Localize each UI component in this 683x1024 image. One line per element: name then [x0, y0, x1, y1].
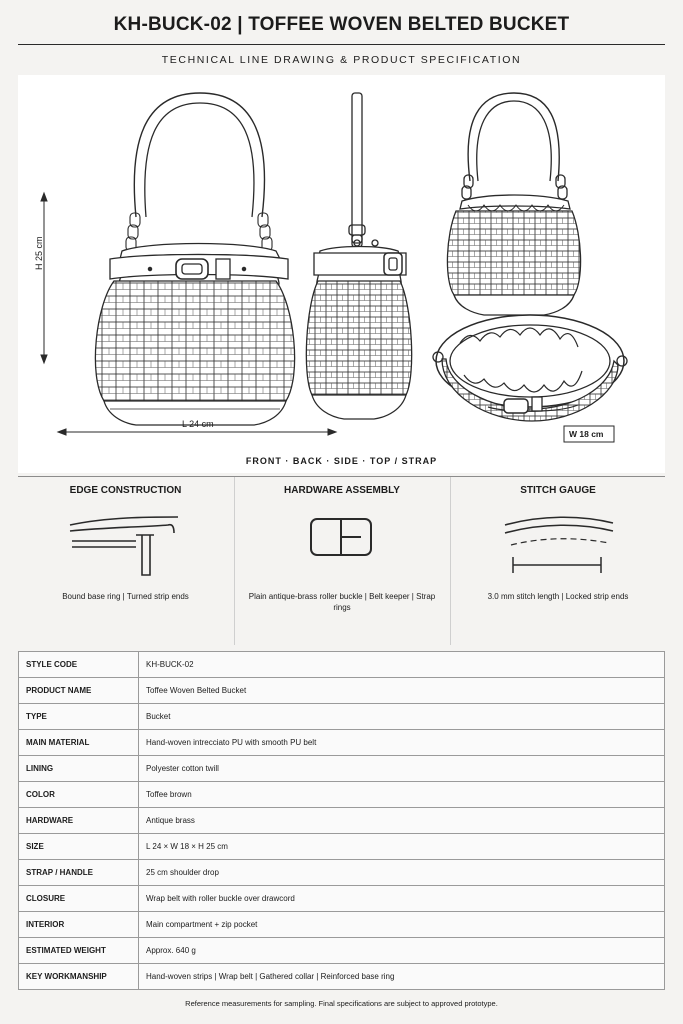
spec-label: LINING — [19, 756, 139, 782]
spec-label: MAIN MATERIAL — [19, 730, 139, 756]
views-caption: FRONT · BACK · SIDE · TOP / STRAP — [245, 456, 438, 466]
spec-value: Antique brass — [139, 808, 665, 834]
spec-label: STYLE CODE — [19, 652, 139, 678]
spec-value: 25 cm shoulder drop — [139, 860, 665, 886]
spec-label: HARDWARE — [19, 808, 139, 834]
buckle-diagram — [235, 507, 450, 587]
spec-row — [19, 730, 665, 756]
detail-desc: Bound base ring | Turned strip ends — [62, 592, 189, 601]
length-label: L 24 cm — [182, 419, 214, 429]
spec-value: Hand-woven strips | Wrap belt | Gathered collar | Reinforced base ring — [139, 964, 665, 990]
back-view — [447, 93, 580, 315]
spec-value: Main compartment + zip pocket — [139, 912, 665, 938]
spec-row — [19, 912, 665, 938]
spec-label: PRODUCT NAME — [19, 678, 139, 704]
spec-value: Polyester cotton twill — [139, 756, 665, 782]
spec-label: TYPE — [19, 704, 139, 730]
page-title: KH-BUCK-02 | TOFFEE WOVEN BELTED BUCKET — [113, 14, 570, 35]
spec-row — [19, 756, 665, 782]
height-dimension — [41, 193, 47, 363]
stitch-gauge-diagram — [451, 507, 666, 587]
construction-details — [18, 477, 665, 645]
detail-title: STITCH GAUGE — [520, 485, 596, 496]
width-label: W 18 cm — [569, 429, 604, 439]
side-view — [306, 93, 411, 419]
spec-row — [19, 782, 665, 808]
length-dimension — [58, 429, 336, 435]
spec-row — [19, 938, 665, 964]
front-view — [95, 93, 294, 425]
spec-row — [19, 860, 665, 886]
spec-value: Toffee Woven Belted Bucket — [139, 678, 665, 704]
detail-title: EDGE CONSTRUCTION — [69, 485, 182, 496]
technical-drawing-panel — [18, 75, 665, 473]
spec-label: SIZE — [19, 834, 139, 860]
spec-label: CLOSURE — [19, 886, 139, 912]
spec-row — [19, 808, 665, 834]
spec-row — [19, 652, 665, 678]
spec-row — [19, 704, 665, 730]
spec-label: INTERIOR — [19, 912, 139, 938]
detail-edge-construction — [18, 477, 233, 645]
detail-title: HARDWARE ASSEMBLY — [284, 485, 400, 496]
spec-label: ESTIMATED WEIGHT — [19, 938, 139, 964]
spec-table — [18, 651, 665, 990]
spec-value: KH-BUCK-02 — [139, 652, 665, 678]
edge-construction-diagram — [18, 507, 233, 587]
detail-desc: Plain antique-brass roller buckle | Belt keeper | Strap rings — [248, 592, 436, 612]
spec-row — [19, 834, 665, 860]
spec-label: COLOR — [19, 782, 139, 808]
spec-value: Toffee brown — [139, 782, 665, 808]
spec-value: L 24 × W 18 × H 25 cm — [139, 834, 665, 860]
spec-value: Approx. 640 g — [139, 938, 665, 964]
spec-value: Hand-woven intrecciato PU with smooth PU belt — [139, 730, 665, 756]
top-view — [433, 315, 627, 421]
height-label: H 25 cm — [34, 236, 44, 270]
page-subtitle: TECHNICAL LINE DRAWING & PRODUCT SPECIFICATION — [161, 54, 522, 66]
detail-stitch-gauge — [450, 477, 665, 645]
bag-line-drawing — [18, 75, 665, 473]
detail-desc: 3.0 mm stitch length | Locked strip ends — [487, 592, 629, 601]
spec-row — [19, 886, 665, 912]
spec-label: KEY WORKMANSHIP — [19, 964, 139, 990]
spec-label: STRAP / HANDLE — [19, 860, 139, 886]
title-divider — [18, 44, 665, 45]
spec-row — [19, 678, 665, 704]
spec-row — [19, 964, 665, 990]
spec-value: Bucket — [139, 704, 665, 730]
detail-hardware-assembly — [234, 477, 449, 645]
footer-note: Reference measurements for sampling. Final specifications are subject to approved prototype. — [185, 999, 498, 1008]
spec-value: Wrap belt with roller buckle over drawcord — [139, 886, 665, 912]
